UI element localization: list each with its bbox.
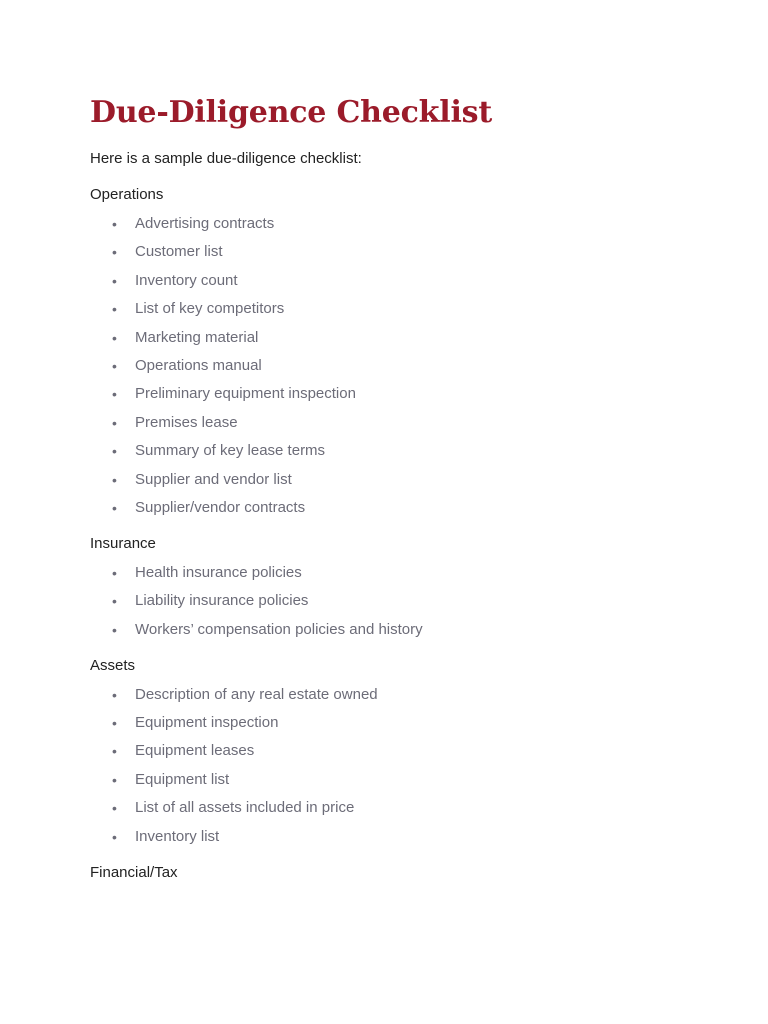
list-item-label: Health insurance policies (135, 563, 302, 581)
list-item-label: Equipment inspection (135, 714, 279, 732)
section-heading: Financial/Tax (90, 863, 178, 881)
list-item (112, 356, 730, 376)
section-heading: Assets (90, 656, 136, 674)
list-item-label: Premises lease (135, 413, 238, 431)
intro-text: Here is a sample due-diligence checklist: (90, 150, 362, 167)
page-title: Due-Diligence Checklist (90, 95, 493, 130)
list-item-label: Liability insurance policies (135, 592, 309, 610)
bullet-icon: • (112, 301, 117, 318)
checklist-section (90, 863, 730, 883)
list-item-label: Summary of key lease terms (135, 442, 326, 460)
list-item (112, 242, 730, 262)
list-item (112, 827, 730, 847)
list-item-label: Advertising contracts (135, 215, 275, 232)
bullet-icon: • (112, 329, 117, 346)
checklist-section (90, 534, 730, 640)
list-item-label: List of key competitors (135, 300, 285, 318)
checklist-section (90, 185, 730, 518)
bullet-icon: • (112, 272, 117, 289)
list-item (112, 328, 730, 348)
section-heading: Insurance (90, 534, 156, 552)
bullet-icon: • (112, 800, 117, 817)
list-item (112, 498, 730, 518)
list-item (112, 798, 730, 818)
list-item-label: List of all assets included in price (135, 799, 355, 817)
list-item-label: Customer list (135, 243, 223, 261)
checklist-list (90, 563, 730, 640)
list-item (112, 413, 730, 433)
list-item (112, 299, 730, 319)
list-item-label: Description of any real estate owned (135, 685, 378, 703)
list-item (112, 271, 730, 291)
bullet-icon: • (112, 621, 117, 638)
list-item (112, 685, 730, 705)
list-item (112, 384, 730, 404)
checklist-list (90, 214, 730, 518)
list-item-label: Workers’ compensation policies and history (135, 620, 423, 638)
list-item-label: Marketing material (135, 328, 259, 346)
list-item-label: Operations manual (135, 356, 262, 374)
list-item (112, 741, 730, 761)
list-item (112, 713, 730, 733)
bullet-icon: • (112, 499, 117, 516)
bullet-icon: • (112, 216, 117, 232)
bullet-icon: • (112, 414, 117, 431)
list-item-label: Inventory count (135, 271, 238, 289)
list-item-label: Supplier and vendor list (135, 470, 292, 488)
list-item (112, 770, 730, 790)
bullet-icon: • (112, 357, 117, 374)
bullet-icon: • (112, 686, 117, 703)
list-item-label: Inventory list (135, 827, 220, 845)
list-item (112, 470, 730, 490)
list-item-label: Supplier/vendor contracts (135, 498, 306, 516)
list-item (112, 620, 730, 640)
list-item (112, 563, 730, 583)
bullet-icon: • (112, 715, 117, 732)
document-page (90, 93, 730, 899)
bullet-icon: • (112, 743, 117, 760)
list-item (112, 591, 730, 611)
checklist-list (90, 685, 730, 847)
bullet-icon: • (112, 593, 117, 610)
section-heading: Operations (90, 186, 164, 203)
bullet-icon: • (112, 828, 117, 845)
bullet-icon: • (112, 471, 117, 488)
list-item (112, 214, 730, 234)
checklist-sections (90, 185, 730, 883)
list-item-label: Equipment leases (135, 742, 255, 760)
checklist-section (90, 656, 730, 847)
bullet-icon: • (112, 564, 117, 581)
bullet-icon: • (112, 443, 117, 460)
list-item-label: Equipment list (135, 770, 230, 788)
list-item-label: Preliminary equipment inspection (135, 385, 356, 403)
list-item (112, 441, 730, 461)
bullet-icon: • (112, 244, 117, 261)
bullet-icon: • (112, 386, 117, 403)
bullet-icon: • (112, 771, 117, 788)
